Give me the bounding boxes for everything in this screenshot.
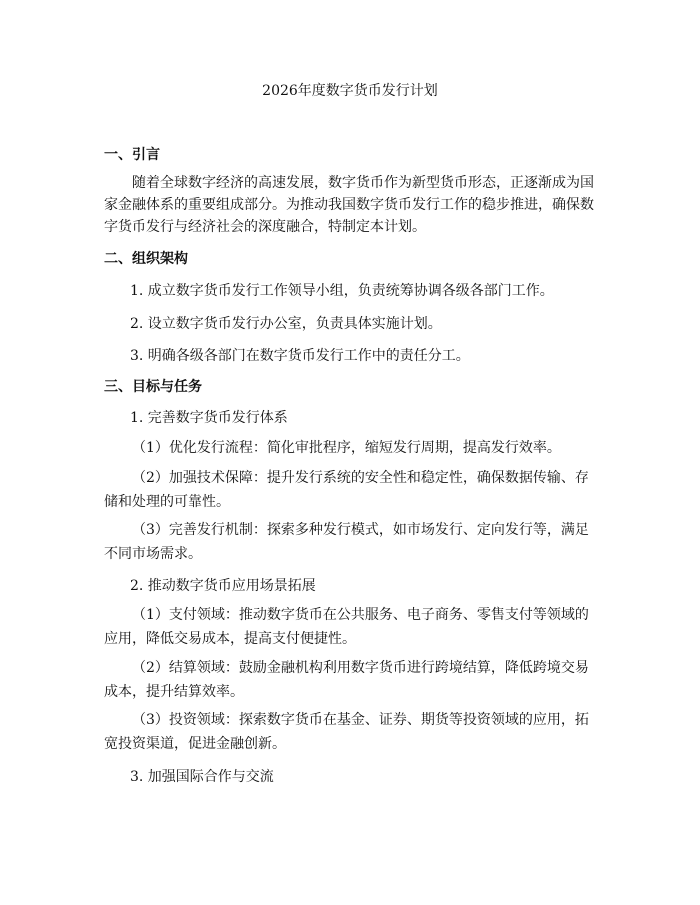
goal-group-1-title: 1. 完善数字货币发行体系: [130, 410, 288, 426]
intro-paragraph: 随着全球数字经济的高速发展，数字货币作为新型货币形态，正逐渐成为国家金融体系的重要组成部分。为推动我国数字货币发行工作的稳步推进，确保数字货币发行与经济社会的深度融合，特制定本计划。: [104, 175, 594, 235]
section-heading-intro: 一、引言: [104, 147, 160, 163]
org-item-2: 2. 设立数字货币发行办公室，负责具体实施计划。: [130, 316, 442, 332]
goal-1-sub-1: （1）优化发行流程：简化审批程序，缩短发行周期，提高发行效率。: [132, 440, 561, 456]
goal-group-2-title: 2. 推动数字货币应用场景拓展: [130, 578, 316, 594]
section-heading-goals: 三、目标与任务: [104, 379, 202, 395]
document-title: 2026年度数字货币发行计划: [262, 83, 438, 99]
section-heading-organization: 二、组织架构: [104, 251, 188, 267]
goal-2-sub-2: （2）结算领域：鼓励金融机构利用数字货币进行跨境结算，降低跨境交易成本，提升结算效率。: [104, 660, 589, 700]
org-item-3: 3. 明确各级各部门在数字货币发行工作中的责任分工。: [130, 348, 470, 364]
goal-1-sub-3: （3）完善发行机制：探索多种发行模式，如市场发行、定向发行等，满足不同市场需求。: [104, 522, 589, 562]
org-item-1: 1. 成立数字货币发行工作领导小组，负责统筹协调各级各部门工作。: [130, 283, 554, 299]
goal-1-sub-2: （2）加强技术保障：提升发行系统的安全性和稳定性，确保数据传输、存储和处理的可靠性。: [104, 470, 589, 510]
goal-2-sub-3: （3）投资领域：探索数字货币在基金、证券、期货等投资领域的应用，拓宽投资渠道，促进金融创新。: [104, 712, 589, 752]
goal-2-sub-1: （1）支付领域：推动数字货币在公共服务、电子商务、零售支付等领域的应用，降低交易成本，提高支付便捷性。: [104, 607, 589, 647]
goal-group-3-title: 3. 加强国际合作与交流: [130, 769, 274, 785]
